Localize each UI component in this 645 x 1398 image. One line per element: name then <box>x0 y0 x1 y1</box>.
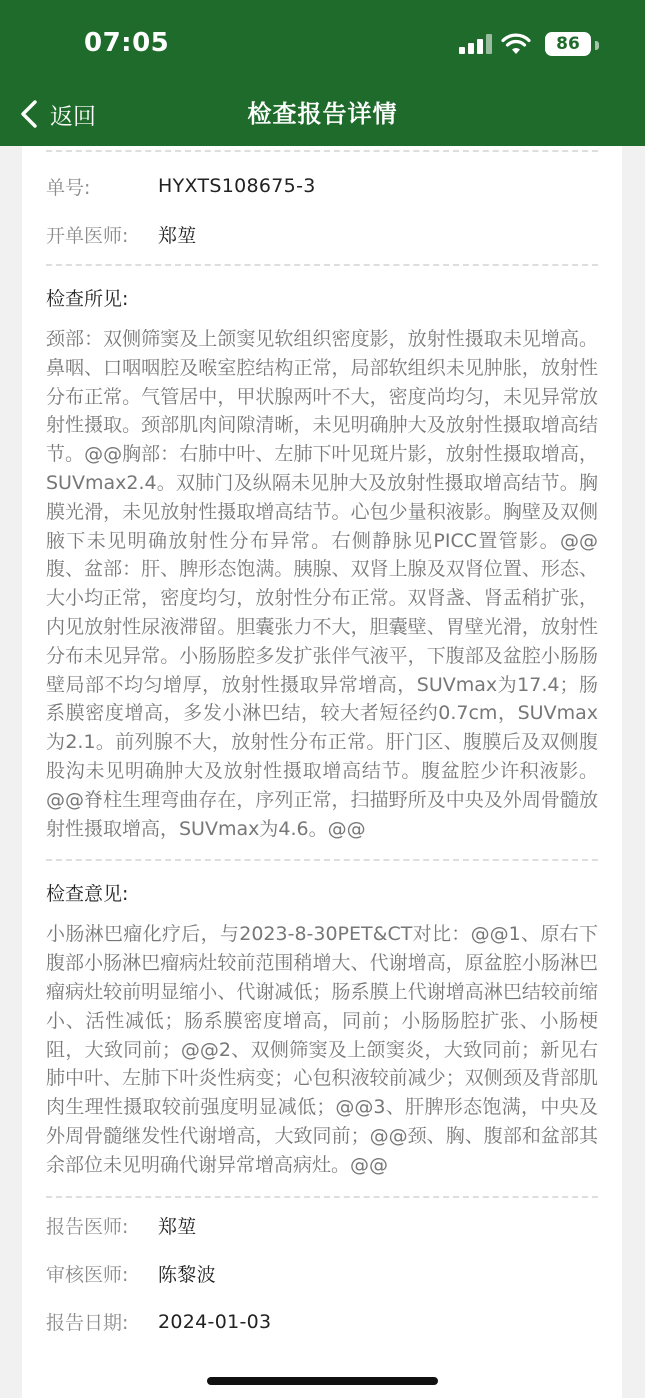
ordering-doctor-row <box>46 210 598 258</box>
review-doctor-value: 陈黎波 <box>158 1264 216 1287</box>
review-doctor-row <box>46 1250 598 1298</box>
opinion-text: 小肠淋巴瘤化疗后，与2023-8-30PET&CT对比：@@1、原右下腹部小肠淋巴瘤病灶较前范围稍增大、代谢增高，原盆腔小肠淋巴瘤病灶较前明显缩小、代谢减低；肠系膜上代谢增高淋巴结较前缩小、活性减低；肠系膜密度增高，同前；小肠肠腔扩张、小肠梗阻，大致同前；@@2、双侧筛窦及上颌窦炎，大致同前；新见右肺中叶、左肺下叶炎性病变；心包积液较前减少；双侧颈及背部肌肉生理性摄取较前强度明显减低；@@3、肝脾形态饱满，中央及外周骨髓继发性代谢增高，大致同前；@@颈、胸、腹部和盆部其余部位未见明确代谢异常增高病灶。@@ <box>46 923 598 1176</box>
battery-level: 86 <box>556 34 580 54</box>
report-doctor-value: 郑堃 <box>158 1216 197 1239</box>
report-date-label: 报告日期: <box>46 1312 129 1335</box>
review-doctor-label: 审核医师: <box>46 1264 129 1287</box>
report-doctor-row <box>46 1202 598 1250</box>
app-header <box>0 0 645 146</box>
order-no-row <box>46 162 598 210</box>
status-time: 07:05 <box>84 28 170 58</box>
report-doctor-label: 报告医师: <box>46 1216 129 1239</box>
order-no-value: HYXTS108675-3 <box>158 175 316 197</box>
wifi-icon <box>501 32 531 56</box>
home-indicator[interactable] <box>207 1377 438 1385</box>
findings-title: 检查所见: <box>46 288 129 310</box>
ordering-doctor-value: 郑堃 <box>158 224 197 247</box>
order-no-label: 单号: <box>46 176 91 199</box>
report-card <box>22 146 622 1398</box>
page-title: 检查报告详情 <box>247 100 398 128</box>
divider <box>46 264 598 266</box>
report-date-row <box>46 1298 598 1346</box>
signal-icon <box>459 34 493 54</box>
opinion-title: 检查意见: <box>46 883 129 906</box>
report-date-value: 2024-01-03 <box>158 1310 272 1333</box>
divider <box>46 859 598 861</box>
ordering-doctor-label: 开单医师: <box>46 224 129 247</box>
findings-text: 颈部：双侧筛窦及上颌窦见软组织密度影，放射性摄取未见增高。鼻咽、口咽咽腔及喉室腔结构正常，局部软组织未见肿胀，放射性分布正常。气管居中，甲状腺两叶不大，密度尚均匀，未见异常放射性摄取。颈部肌肉间隙清晰，未见明确肿大及放射性摄取增高结节。@@胸部：右肺中叶、左肺下叶见斑片影，放射性摄取增高，SUVmax2.4。双肺门及纵隔未见肿大及放射性摄取增高结节。胸膜光滑，未见放射性摄取增高结节。心包少量积液影。胸壁及双侧腋下未见明确放射性分布异常。右侧静脉见PICC置管影。@@腹、盆部：肝、脾形态饱满。胰腺、双肾上腺及双肾位置、形态、大小均正常，密度均匀，放射性分布正常。双肾盏、肾盂稍扩张，内见放射性尿液滞留。胆囊张力不大，胆囊壁、胃壁光滑，放射性分布未见异常。小肠肠腔多发扩张伴气液平，下腹部及盆腔小肠肠壁局部不均匀增厚，放射性摄取异常增高，SUVmax为17.4；肠系膜密度增高，多发小淋巴结，较大者短径约0.7cm，SUVmax为2.1。前列腺不大，放射性分布正常。肝门区、腹膜后及双侧腹股沟未见明确肿大及放射性摄取增高结节。腹盆腔少许积液影。@@脊柱生理弯曲存在，序列正常，扫描野所及中央及外周骨髓放射性摄取增高，SUVmax为4.6。@@ <box>46 328 598 840</box>
battery-tip <box>595 41 599 50</box>
battery-icon <box>545 32 591 56</box>
status-icons <box>445 30 595 58</box>
divider <box>46 150 598 152</box>
divider <box>46 1196 598 1198</box>
back-label: 返回 <box>50 103 96 130</box>
